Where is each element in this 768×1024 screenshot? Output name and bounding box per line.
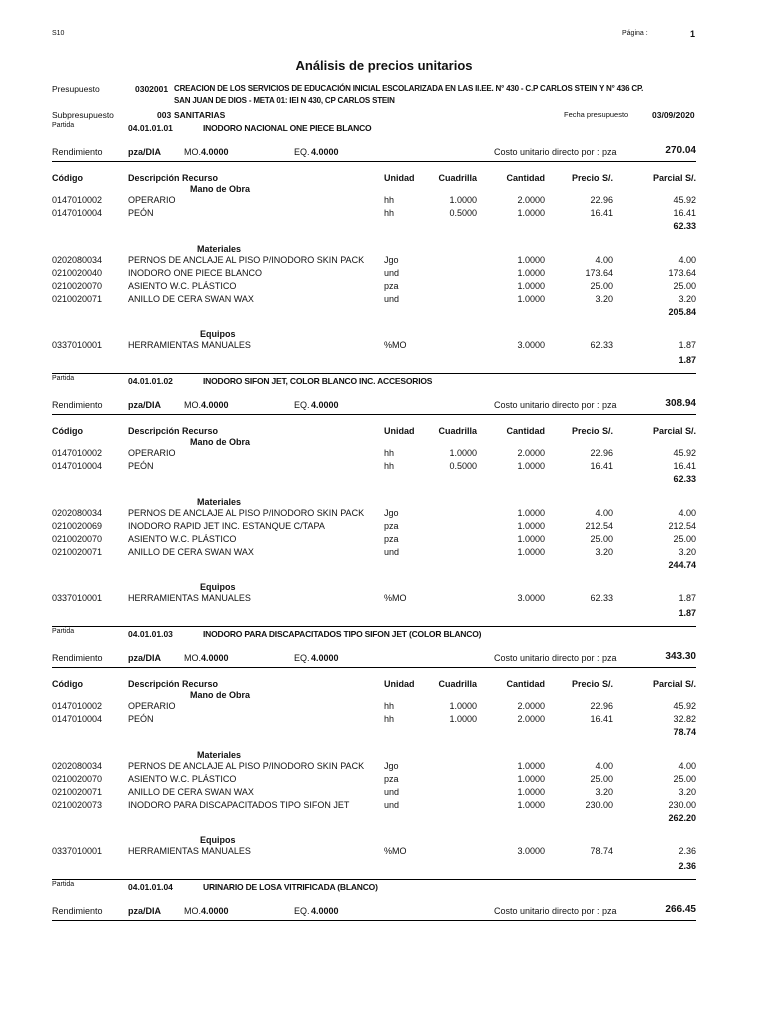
resource-parcial: 173.64 (668, 268, 696, 278)
resource-cuadrilla: 1.0000 (449, 714, 477, 724)
partida-divider (52, 667, 696, 668)
resource-cuadrilla: 0.5000 (449, 208, 477, 218)
resource-precio: 173.64 (585, 268, 613, 278)
mo-value: 4.0000 (201, 653, 229, 663)
resource-cantidad: 2.0000 (517, 701, 545, 711)
resource-precio: 230.00 (585, 800, 613, 810)
presupuesto-code: 0302001 (135, 84, 169, 94)
resource-cuadrilla: 0.5000 (449, 461, 477, 471)
resource-precio: 62.33 (590, 593, 613, 603)
costo-label: Costo unitario directo por : pza (494, 400, 617, 410)
col-unidad: Unidad (384, 173, 415, 183)
col-desc: Descripción Recurso (128, 173, 219, 183)
resource-precio: 4.00 (595, 508, 613, 518)
partida-divider (52, 161, 696, 162)
resource-desc: ANILLO DE CERA SWAN WAX (128, 787, 254, 797)
rendimiento-label: Rendimiento (52, 653, 103, 663)
resource-precio: 3.20 (595, 787, 613, 797)
resource-unit: Jgo (384, 508, 399, 518)
section-materiales: Materiales (197, 750, 242, 760)
resource-precio: 25.00 (590, 534, 613, 544)
resource-precio: 3.20 (595, 547, 613, 557)
resource-unit: hh (384, 461, 395, 471)
resource-parcial: 212.54 (668, 521, 696, 531)
resource-code: 0147010004 (52, 714, 103, 724)
page-number: 1 (690, 29, 696, 39)
partida-name: INODORO SIFON JET, COLOR BLANCO INC. ACCESORIOS (203, 376, 433, 386)
col-precio: Precio S/. (571, 173, 613, 183)
resource-precio: 4.00 (595, 761, 613, 771)
partida-label: Partida (52, 375, 75, 382)
resource-code: 0202080034 (52, 508, 103, 518)
resource-cantidad: 2.0000 (517, 195, 545, 205)
eq-label: EQ. (294, 147, 310, 157)
resource-unit: und (384, 787, 400, 797)
resource-code: 0210020069 (52, 521, 103, 531)
resource-parcial: 25.00 (673, 534, 696, 544)
resource-unit: und (384, 294, 400, 304)
resource-code: 0202080034 (52, 255, 103, 265)
rendimiento-unit: pza/DIA (128, 147, 162, 157)
resource-precio: 25.00 (590, 281, 613, 291)
resource-desc: ASIENTO W.C. PLÁSTICO (128, 281, 237, 291)
resource-desc: INODORO RAPID JET INC. ESTANQUE C/TAPA (128, 521, 325, 531)
block-end-divider (52, 373, 696, 374)
subpresupuesto-label: Subpresupuesto (52, 110, 114, 120)
costo-value: 266.45 (665, 904, 696, 915)
resource-code: 0147010002 (52, 448, 103, 458)
resource-code: 0210020070 (52, 281, 103, 291)
resource-unit: %MO (384, 593, 407, 603)
materiales-total: 205.84 (668, 307, 696, 317)
block-end-divider (52, 879, 696, 880)
resource-cantidad: 2.0000 (517, 448, 545, 458)
resource-cantidad: 1.0000 (517, 208, 545, 218)
section-mano-obra: Mano de Obra (190, 184, 251, 194)
resource-cantidad: 1.0000 (517, 521, 545, 531)
partida-label: Partida (52, 122, 75, 129)
resource-precio: 25.00 (590, 774, 613, 784)
partida-code: 04.01.01.01 (128, 123, 173, 133)
section-mano-obra: Mano de Obra (190, 437, 251, 447)
resource-code: 0147010004 (52, 461, 103, 471)
resource-code: 0147010004 (52, 208, 103, 218)
resource-cantidad: 1.0000 (517, 255, 545, 265)
resource-desc: ASIENTO W.C. PLÁSTICO (128, 774, 237, 784)
resource-desc: ANILLO DE CERA SWAN WAX (128, 294, 254, 304)
resource-unit: pza (384, 774, 399, 784)
partida-code: 04.01.01.03 (128, 629, 173, 639)
resource-unit: %MO (384, 846, 407, 856)
costo-label: Costo unitario directo por : pza (494, 653, 617, 663)
resource-precio: 22.96 (590, 448, 613, 458)
resource-precio: 16.41 (590, 208, 613, 218)
resource-desc: ANILLO DE CERA SWAN WAX (128, 547, 254, 557)
resource-precio: 22.96 (590, 701, 613, 711)
partida-name: URINARIO DE LOSA VITRIFICADA (BLANCO) (203, 882, 378, 892)
resource-parcial: 45.92 (673, 448, 696, 458)
resource-unit: pza (384, 534, 399, 544)
col-precio: Precio S/. (571, 679, 613, 689)
resource-desc: PERNOS DE ANCLAJE AL PISO P/INODORO SKIN PACK (128, 761, 365, 771)
eq-value: 4.0000 (311, 906, 339, 916)
resource-desc: OPERARIO (128, 448, 176, 458)
resource-unit: pza (384, 521, 399, 531)
resource-code: 0210020070 (52, 534, 103, 544)
resource-cuadrilla: 1.0000 (449, 701, 477, 711)
resource-unit: und (384, 800, 400, 810)
block-end-divider (52, 626, 696, 627)
mano-total: 78.74 (673, 727, 696, 737)
resource-cantidad: 1.0000 (517, 268, 545, 278)
resource-cantidad: 1.0000 (517, 787, 545, 797)
resource-desc: INODORO PARA DISCAPACITADOS TIPO SIFON JET (128, 800, 350, 810)
mo-label: MO. (184, 147, 201, 157)
resource-precio: 16.41 (590, 461, 613, 471)
eq-label: EQ. (294, 400, 310, 410)
partida-label: Partida (52, 628, 75, 635)
resource-desc: PEÓN (128, 461, 154, 471)
section-equipos: Equipos (200, 582, 236, 592)
resource-unit: %MO (384, 340, 407, 350)
resource-unit: hh (384, 714, 395, 724)
resource-desc: HERRAMIENTAS MANUALES (128, 846, 251, 856)
col-parcial: Parcial S/. (652, 426, 696, 436)
resource-parcial: 3.20 (678, 547, 696, 557)
resource-cantidad: 1.0000 (517, 461, 545, 471)
resource-unit: hh (384, 448, 395, 458)
equipos-total: 1.87 (678, 355, 696, 365)
resource-code: 0210020070 (52, 774, 103, 784)
resource-cantidad: 1.0000 (517, 294, 545, 304)
resource-code: 0337010001 (52, 846, 103, 856)
resource-precio: 4.00 (595, 255, 613, 265)
resource-cantidad: 1.0000 (517, 774, 545, 784)
resource-code: 0337010001 (52, 593, 103, 603)
col-precio: Precio S/. (571, 426, 613, 436)
resource-precio: 16.41 (590, 714, 613, 724)
materiales-total: 262.20 (668, 813, 696, 823)
mo-label: MO. (184, 653, 201, 663)
eq-value: 4.0000 (311, 147, 339, 157)
resource-cantidad: 1.0000 (517, 761, 545, 771)
section-mano-obra: Mano de Obra (190, 690, 251, 700)
resource-desc: HERRAMIENTAS MANUALES (128, 340, 251, 350)
materiales-total: 244.74 (668, 560, 696, 570)
resource-desc: ASIENTO W.C. PLÁSTICO (128, 534, 237, 544)
page-title: Análisis de precios unitarios (295, 58, 473, 73)
costo-value: 343.30 (665, 651, 696, 662)
resource-parcial: 4.00 (678, 761, 696, 771)
resource-desc: HERRAMIENTAS MANUALES (128, 593, 251, 603)
rendimiento-label: Rendimiento (52, 906, 103, 916)
eq-value: 4.0000 (311, 653, 339, 663)
resource-cantidad: 1.0000 (517, 281, 545, 291)
costo-value: 308.94 (665, 398, 696, 409)
resource-unit: pza (384, 281, 399, 291)
resource-parcial: 16.41 (673, 461, 696, 471)
costo-label: Costo unitario directo por : pza (494, 906, 617, 916)
partida-name: INODORO PARA DISCAPACITADOS TIPO SIFON JET (COLOR BLANCO) (203, 629, 482, 639)
presupuesto-label: Presupuesto (52, 84, 100, 94)
partida-code: 04.01.01.04 (128, 882, 173, 892)
page-label: Página : (622, 30, 648, 37)
resource-parcial: 25.00 (673, 281, 696, 291)
report-code: S10 (52, 30, 65, 37)
resource-unit: hh (384, 195, 395, 205)
equipos-total: 1.87 (678, 608, 696, 618)
resource-cantidad: 1.0000 (517, 800, 545, 810)
resource-unit: und (384, 268, 400, 278)
subpresupuesto-name: SANITARIAS (174, 110, 226, 120)
resource-precio: 22.96 (590, 195, 613, 205)
resource-cantidad: 1.0000 (517, 534, 545, 544)
col-unidad: Unidad (384, 679, 415, 689)
resource-parcial: 1.87 (678, 593, 696, 603)
resource-code: 0210020071 (52, 787, 103, 797)
section-materiales: Materiales (197, 497, 242, 507)
mo-value: 4.0000 (201, 400, 229, 410)
col-cuadrilla: Cuadrilla (438, 173, 477, 183)
resource-parcial: 4.00 (678, 255, 696, 265)
rendimiento-label: Rendimiento (52, 147, 103, 157)
resource-cantidad: 3.0000 (517, 340, 545, 350)
resource-cantidad: 1.0000 (517, 508, 545, 518)
resource-parcial: 1.87 (678, 340, 696, 350)
resource-unit: Jgo (384, 761, 399, 771)
resource-desc: PERNOS DE ANCLAJE AL PISO P/INODORO SKIN PACK (128, 255, 365, 265)
resource-cuadrilla: 1.0000 (449, 195, 477, 205)
resource-code: 0210020040 (52, 268, 103, 278)
mo-value: 4.0000 (201, 906, 229, 916)
resource-precio: 62.33 (590, 340, 613, 350)
resource-parcial: 230.00 (668, 800, 696, 810)
partida-divider (52, 920, 696, 921)
mano-total: 62.33 (673, 474, 696, 484)
col-cantidad: Cantidad (506, 679, 545, 689)
resource-unit: Jgo (384, 255, 399, 265)
presupuesto-desc-1: CREACION DE LOS SERVICIOS DE EDUCACIÓN INICIAL ESCOLARIZADA EN LAS II.EE. N° 430 - C.P CARLOS STEIN Y N° 436 CP. (174, 84, 644, 93)
resource-unit: hh (384, 701, 395, 711)
resource-cantidad: 2.0000 (517, 714, 545, 724)
fecha-value: 03/09/2020 (652, 110, 695, 120)
resource-code: 0147010002 (52, 195, 103, 205)
resource-code: 0210020073 (52, 800, 103, 810)
resource-parcial: 32.82 (673, 714, 696, 724)
presupuesto-desc-2: SAN JUAN DE DIOS - META 01: IEI N 430, CP CARLOS STEIN (174, 96, 395, 105)
resource-parcial: 16.41 (673, 208, 696, 218)
partida-divider (52, 414, 696, 415)
rendimiento-unit: pza/DIA (128, 400, 162, 410)
resource-unit: und (384, 547, 400, 557)
resource-code: 0210020071 (52, 294, 103, 304)
resource-desc: OPERARIO (128, 701, 176, 711)
resource-parcial: 45.92 (673, 701, 696, 711)
col-codigo: Código (52, 426, 83, 436)
partida-name: INODORO NACIONAL ONE PIECE BLANCO (203, 123, 372, 133)
mo-label: MO. (184, 400, 201, 410)
resource-precio: 78.74 (590, 846, 613, 856)
resource-code: 0210020071 (52, 547, 103, 557)
resource-parcial: 25.00 (673, 774, 696, 784)
rendimiento-unit: pza/DIA (128, 653, 162, 663)
resource-desc: PERNOS DE ANCLAJE AL PISO P/INODORO SKIN PACK (128, 508, 365, 518)
resource-parcial: 3.20 (678, 787, 696, 797)
subpresupuesto-code: 003 (157, 110, 172, 120)
fecha-label: Fecha presupuesto (564, 110, 629, 119)
mano-total: 62.33 (673, 221, 696, 231)
resource-desc: INODORO ONE PIECE BLANCO (128, 268, 263, 278)
costo-value: 270.04 (665, 145, 696, 156)
resource-cantidad: 3.0000 (517, 593, 545, 603)
resource-code: 0202080034 (52, 761, 103, 771)
resource-precio: 3.20 (595, 294, 613, 304)
rendimiento-unit: pza/DIA (128, 906, 162, 916)
eq-label: EQ. (294, 906, 310, 916)
resource-cantidad: 1.0000 (517, 547, 545, 557)
col-desc: Descripción Recurso (128, 426, 219, 436)
col-codigo: Código (52, 173, 83, 183)
eq-value: 4.0000 (311, 400, 339, 410)
eq-label: EQ. (294, 653, 310, 663)
equipos-total: 2.36 (678, 861, 696, 871)
col-cuadrilla: Cuadrilla (438, 426, 477, 436)
partida-label: Partida (52, 881, 75, 888)
col-codigo: Código (52, 679, 83, 689)
resource-parcial: 4.00 (678, 508, 696, 518)
col-cuadrilla: Cuadrilla (438, 679, 477, 689)
costo-label: Costo unitario directo por : pza (494, 147, 617, 157)
col-unidad: Unidad (384, 426, 415, 436)
col-cantidad: Cantidad (506, 426, 545, 436)
col-parcial: Parcial S/. (652, 173, 696, 183)
resource-precio: 212.54 (585, 521, 613, 531)
section-materiales: Materiales (197, 244, 242, 254)
section-equipos: Equipos (200, 835, 236, 845)
resource-parcial: 2.36 (678, 846, 696, 856)
partida-code: 04.01.01.02 (128, 376, 173, 386)
col-desc: Descripción Recurso (128, 679, 219, 689)
resource-cuadrilla: 1.0000 (449, 448, 477, 458)
resource-parcial: 45.92 (673, 195, 696, 205)
resource-desc: PEÓN (128, 714, 154, 724)
resource-cantidad: 3.0000 (517, 846, 545, 856)
col-cantidad: Cantidad (506, 173, 545, 183)
resource-code: 0337010001 (52, 340, 103, 350)
resource-desc: PEÓN (128, 208, 154, 218)
rendimiento-label: Rendimiento (52, 400, 103, 410)
col-parcial: Parcial S/. (652, 679, 696, 689)
resource-code: 0147010002 (52, 701, 103, 711)
mo-value: 4.0000 (201, 147, 229, 157)
resource-unit: hh (384, 208, 395, 218)
resource-parcial: 3.20 (678, 294, 696, 304)
mo-label: MO. (184, 906, 201, 916)
section-equipos: Equipos (200, 329, 236, 339)
resource-desc: OPERARIO (128, 195, 176, 205)
